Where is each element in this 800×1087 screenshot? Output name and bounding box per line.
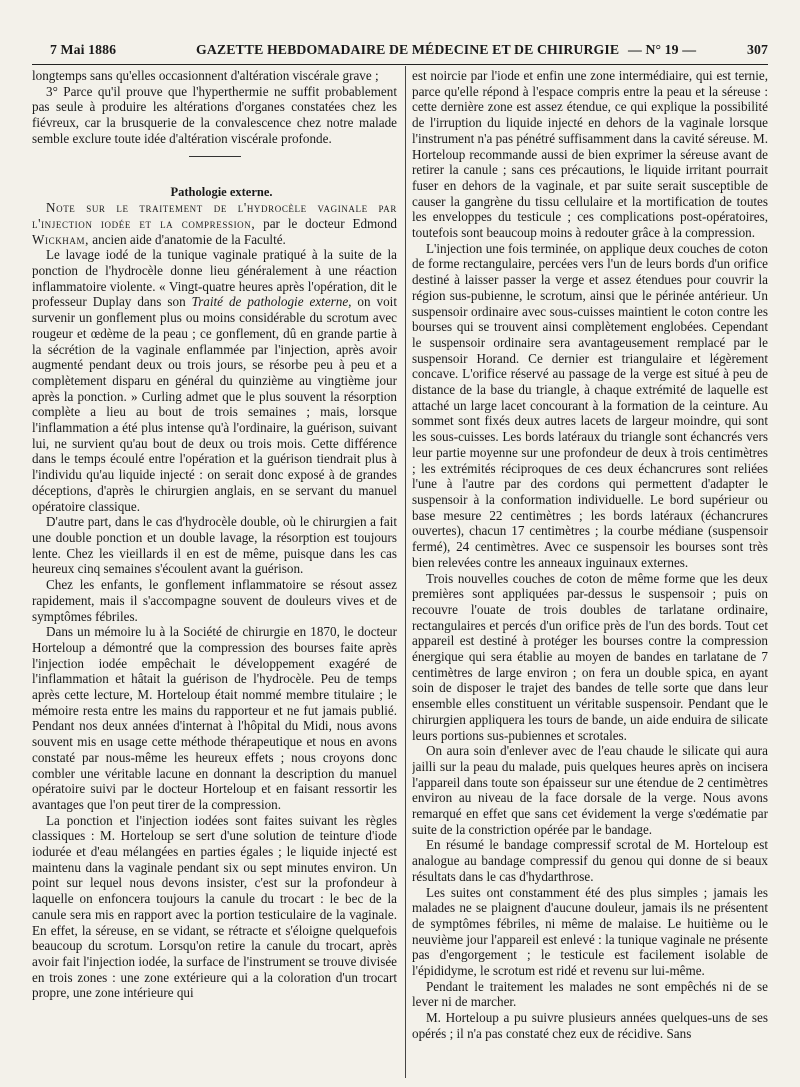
paragraph-1-part-a: Le lavage iodé de la tunique vaginale pratiqué à la suite de la ponction de l'hydrocèle donne lieu généralement à une réaction inflammatoire violente. « Vingt-quatre heures après l'opération, dit le professeur Duplay dans son <box>32 247 397 310</box>
paragraph-r4: On aura soin d'enlever avec de l'eau chaude le silicate qui aura jailli sur la peau du malade, puis quelques heures après on incisera l'appareil dans toute son épaisseur sur une étendue de 2 centimètres environ au niveau de la face dorsale de la verge. Nous avons remarqué en effet que sans cet évidement la verge s'œdématie par suite de la constriction opérée par le bandage. <box>412 743 768 837</box>
article-author-role: ancien aide d'anatomie de la Faculté. <box>92 231 286 247</box>
paragraph-r2: L'injection une fois terminée, on applique deux couches de coton de forme rectangulaire, percées vers l'un de leurs bords d'un orifice destiné à laisser passer la verge et assez étendues pour couvrir la région sus-pubienne, le scrotum, ainsi que le périnée antérieur. Un suspensoir ordinaire avec sous-cuisses maintient le coton contre les bourses qui se trouvent ainsi complètement englobées. Cependant le suspensoir ordinaire sera avantageusement remplacé par le suspensoir Horand. Ce dernier est triangulaire et légèrement concave. L'orifice réservé au passage de la verge est situé à peu de distance de la base du triangle, à chaque extrémité de laquelle est attaché un large lacet concourant à la formation de la ceinture. Au sommet sont fixés deux autres lacets de largeur moindre, qui sont les sous-cuisses. Les bords latéraux du triangle sont échancrés vers leur partie moyenne sur une profondeur de deux à trois centimètres ; les extrémités réciproques de ces deux échancrures sont reliées l'une à l'autre par des cordons qui permettent d'adapter le suspensoir à la conformation individuelle. Le bord supérieur ou base mesure 22 centimètres ; les bords latéraux (échancrures ouvertes), chacun 17 centimètres ; la courbe médiane (suspensoir fermé), 24 centimètres. Avec ce suspensoir les bourses sont très bien relevées contre les anneaux inguinaux externes. <box>412 240 768 570</box>
paragraph-1-part-b: on voit survenir un gonflement plus ou moins considérable du scrotum avec rougeur et œdème de la peau ; ce gonflement, dû en grande partie à la sécrétion de la vaginale enflammée par l'injection, après avoir augmenté pendant deux ou trois jours, se résorbe peu à peu et a complètement disparu en général du quinzième au vingtième jour après la ponction. » Curling admet que le plus souvent la résorption complète a lieu au bout de trois semaines ; mais, lorsque l'inflammation a été plus intense qu'à l'ordinaire, la guérison, suivant lui, ne survient qu'au bout de deux ou trois mois. Cette différence dans le temps écoulé entre l'opération et la guérison tiendrait plus à l'individu qu'au liquide injecté : on serait donc exposé à de grandes déceptions, d'après le chirurgien anglais, en se servant du manuel opératoire classique. <box>32 294 397 514</box>
article-title-smallcaps: Note sur le traitement de l'hydrocèle vaginale par l'injection iodée et la compression, <box>32 200 397 231</box>
header-page-number: 307 <box>747 42 768 57</box>
header-date: 7 Mai 1886 <box>50 42 117 57</box>
section-heading: Pathologie externe. <box>170 184 273 199</box>
paragraph-r3: Trois nouvelles couches de coton de même forme que les deux premières sont appliquées par-dessus le suspensoir ; puis on recouvre l'ouate de trois doubles de tarlatane ordinaire, rectangulaires et percés d'un orifice près de l'un des bords. Tout cet appareil est destiné à protéger les bourses contre la compression énergique qui sera établie au moyen de bandes en tarlatane de 7 centimètres de large environ ; on fera un double spica, en ayant soin de disposer le trajet des bandes de telle sorte que dans leur ensemble elles constituent un véritable suspensoir. Pendant que le chirurgien appliquera les tours de bande, un aide enduira de silicate leurs portions sus-pubiennes et scrotales. <box>412 570 768 743</box>
right-column <box>412 68 768 1078</box>
article-title <box>32 200 397 247</box>
article-author: Wickham, <box>32 231 89 247</box>
paragraph-continued: longtemps sans qu'elles occasionnent d'altération viscérale grave ; <box>32 68 379 83</box>
left-column <box>32 68 397 1078</box>
paragraph-5: La ponction et l'injection iodées sont faites suivant les règles classiques : M. Horteloup se sert d'une solution de teinture d'iode iodurée et d'eau mélangées en parties égales ; le liquide injecté est maintenu dans la vaginale pendant six ou sept minutes environ. Un point sur lequel nous devons insister, c'est sur la profondeur à laquelle on enfoncera toujours la canule du trocart : le bec de la canule sera mis en rapport avec la portion testiculaire de la vaginale. En effet, la séreuse, en se vidant, se rétracte et s'éloigne quelquefois beaucoup du scrotum. Lorsqu'on retire la canule du trocart, après avoir fait l'injection iodée, la surface de l'instrument se trouve divisée en trois zones : une zone extérieure qui a la coloration d'un trocart propre, une zone intérieure qui <box>32 812 397 1001</box>
header-rule <box>32 64 768 65</box>
paragraph-r1: est noircie par l'iode et enfin une zone intermédiaire, qui est ternie, parce qu'elle répond à l'espace compris entre la peau et la séreuse : cette dernière zone est assez étendue, ce qui explique la possibilité de l'irruption du liquide injecté en dehors de la vaginale lorsque l'instrument n'a pas pénétré suffisamment dans la cavité séreuse. M. Horteloup recommande aussi de bien exprimer la séreuse avant de retirer la canule ; sans ces précautions, le liquide irritant pourrait fuser en dehors de la vaginale, et par suite serait susceptible de causer la gangrène du tissu cellulaire et la mortification de toutes les enveloppes du testicule ; ces complications post-opératoires, toutefois sont beaucoup moins à redouter grâce à la compression. <box>412 68 768 241</box>
article-byline: par le docteur Edmond <box>263 215 397 231</box>
column-divider <box>405 66 406 1078</box>
paragraph-r6: Les suites ont constamment été des plus simples ; jamais les malades ne se plaignent d'aucune douleur, jamais ils ne présentent de symptômes fébriles, ni même de malaise. Le huitième ou le neuvième jour l'appareil est enlevé : la tunique vaginale ne présente pas d'engorgement ; le testicule est facilement isolable de l'épididyme, le scrotum est ridé et revenu sur lui-même. <box>412 884 768 979</box>
paragraph-r5: En résumé le bandage compressif scrotal de M. Horteloup est analogue au bandage compressif du genou qui donne de si beaux résultats dans le cas d'hydarthrose. <box>412 837 768 884</box>
paragraph-r8: M. Horteloup a pu suivre plusieurs années quelques-uns de ses opérés ; il n'a pas constaté chez eux de récidive. Sans <box>412 1010 768 1041</box>
running-header <box>32 40 768 64</box>
paragraph-r7: Pendant le traitement les malades ne sont empêchés ni de se lever ni de marcher. <box>412 978 768 1010</box>
paragraph-2: D'autre part, dans le cas d'hydrocèle double, où le chirurgien a fait une double ponction et un double lavage, la résorption est toujours lente. Chez les vieillards il en est de même, puisque dans les cas heureux cinq semaines s'écoulent avant la guérison. <box>32 514 397 577</box>
paragraph-point-3: 3° Parce qu'il prouve que l'hyperthermie ne suffit probablement pas seule à produire les altérations d'organes constatées chez les fiévreux, car la brusquerie de la convalescence chez notre malade semble exclure toute idée d'altération viscérale profonde. <box>32 83 397 146</box>
header-journal-title: GAZETTE HEBDOMADAIRE DE MÉDECINE ET DE CHIRURGIE <box>196 42 620 57</box>
paragraph-3: Chez les enfants, le gonflement inflammatoire se résout assez rapidement, mais il s'accompagne souvent de douleurs vives et de symptômes fébriles. <box>32 577 397 624</box>
paragraph-4: Dans un mémoire lu à la Société de chirurgie en 1870, le docteur Horteloup a démontré que la compression des bourses faite après l'injection iodée empêchait le développement exagéré de l'inflammation et hâtait la guérison de l'hydrocèle. Peu de temps après cette lecture, M. Horteloup était nommé membre titulaire ; le mémoire resta entre les mains du rapporteur et ne fut jamais publié. Pendant nos deux années d'internat à l'hôpital du Midi, nous avons souvent mis en usage cette méthode thérapeutique et nous en avons constaté par nous-même les heureux effets ; nous croyons donc combler une véritable lacune en donnant la description du manuel opératoire suivi par le docteur Horteloup et en faisant ressortir les avantages que l'on peut tirer de la compression. <box>32 624 397 812</box>
paragraph-1 <box>32 247 397 514</box>
header-issue-number: — N° 19 — <box>628 42 697 57</box>
section-separator <box>189 156 241 157</box>
book-title: Traité de pathologie externe, <box>191 294 352 310</box>
